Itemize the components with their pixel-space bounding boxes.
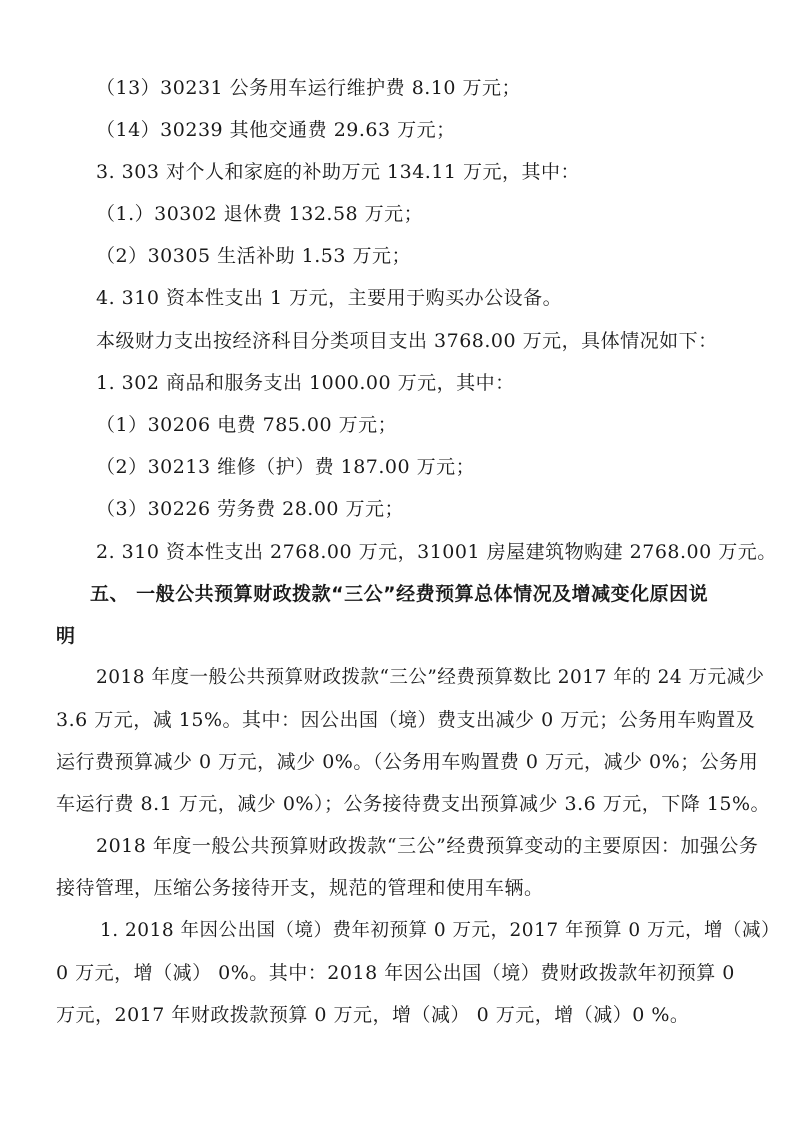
text-line: （3）30226 劳务费 28.00 万元； xyxy=(96,498,405,520)
text-line: 本级财力支出按经济科目分类项目支出 3768.00 万元，具体情况如下： xyxy=(96,330,718,352)
paragraph-line: 2018 年度一般公共预算财政拨款“三公”经费预算数比 2017 年的 24 万元减少 xyxy=(96,667,765,688)
text-line: 3. 303 对个人和家庭的补助万元 134.11 万元，其中： xyxy=(96,161,581,183)
paragraph-line: 1. 2018 年因公出国（境）费年初预算 0 万元，2017 年预算 0 万元，增（减） xyxy=(100,920,781,941)
text-line: 1. 302 商品和服务支出 1000.00 万元，其中： xyxy=(96,372,515,394)
section-heading-continued: 明 xyxy=(56,625,76,647)
paragraph-line: 接待管理，压缩公务接待开支，规范的管理和使用车辆。 xyxy=(56,877,544,899)
paragraph-line: 车运行费 8.1 万元，减少 0%）；公务接待费支出预算减少 3.6 万元，下降 15%。 xyxy=(56,793,771,815)
text-line: （2）30213 维修（护）费 187.00 万元； xyxy=(96,456,476,478)
text-line: 4. 310 资本性支出 1 万元，主要用于购买办公设备。 xyxy=(96,287,563,309)
text-line: （1）30206 电费 785.00 万元； xyxy=(96,414,398,436)
text-line: （13）30231 公务用车运行维护费 8.10 万元； xyxy=(96,77,522,99)
text-line: （2）30305 生活补助 1.53 万元； xyxy=(96,245,411,267)
paragraph-line: 2018 年度一般公共预算财政拨款“三公”经费预算变动的主要原因：加强公务 xyxy=(96,835,759,857)
paragraph-line: 0 万元，增（减） 0%。其中：2018 年因公出国（境）费财政拨款年初预算 0 xyxy=(56,962,735,984)
section-heading: 五、 一般公共预算财政拨款“三公”经费预算总体情况及增减变化原因说 xyxy=(90,583,709,605)
text-line: 2. 310 资本性支出 2768.00 万元，31001 房屋建筑物购建 2768.00 万元。 xyxy=(96,541,777,563)
paragraph-line: 3.6 万元，减 15%。其中：因公出国（境）费支出减少 0 万元；公务用车购置及 xyxy=(56,709,756,731)
text-line: （14）30239 其他交通费 29.63 万元； xyxy=(96,119,456,141)
paragraph-line: 运行费预算减少 0 万元，减少 0%。（公务用车购置费 0 万元，减少 0%；公务用 xyxy=(56,751,759,773)
paragraph-line: 万元，2017 年财政拨款预算 0 万元，增（减） 0 万元，增（减）0 %。 xyxy=(56,1004,690,1026)
text-line: （1.）30302 退休费 132.58 万元； xyxy=(96,203,424,225)
